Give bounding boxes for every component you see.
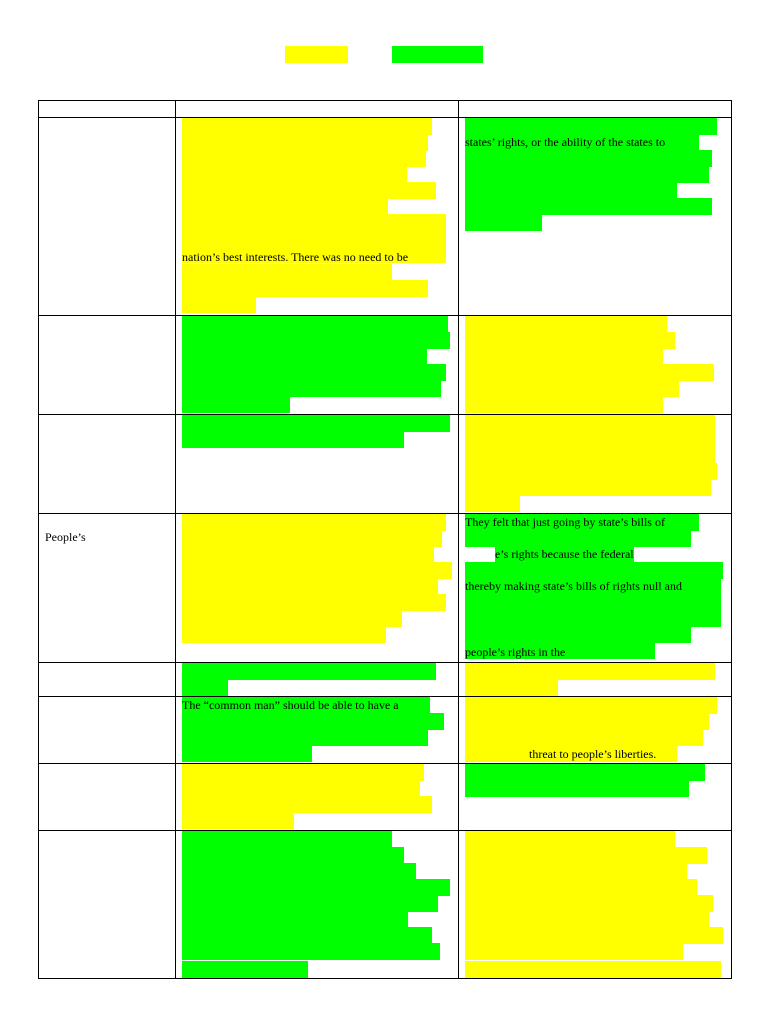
table-cell-col2 — [459, 514, 732, 663]
table-cell-col1 — [176, 697, 459, 764]
table-cell-col1 — [176, 514, 459, 663]
table-cell-col1 — [176, 316, 459, 415]
table-row — [39, 415, 732, 514]
table-cell-col2 — [459, 415, 732, 514]
table-cell-col2 — [459, 118, 732, 316]
header-cell — [459, 101, 732, 118]
table-row — [39, 316, 732, 415]
legend-yellow-swatch — [285, 46, 348, 63]
cell-text: states’ rights, or the ability of the states to — [465, 135, 666, 149]
row-label-cell — [39, 764, 176, 831]
row-label-cell — [39, 316, 176, 415]
row-label-cell — [39, 831, 176, 979]
table-row — [39, 118, 732, 316]
table-row — [39, 831, 732, 979]
table-cell-col2 — [459, 764, 732, 831]
cell-text: e’s rights because the federal — [495, 547, 634, 561]
table-cell-col2 — [459, 663, 732, 697]
legend-green-swatch — [392, 46, 483, 63]
row-label-cell — [39, 415, 176, 514]
cell-text: They felt that just going by state’s bills of — [465, 515, 665, 529]
table-cell-col1 — [176, 415, 459, 514]
header-cell — [176, 101, 459, 118]
cell-text: threat to people’s liberties. — [529, 747, 657, 761]
table-row — [39, 514, 732, 663]
cell-text: nation’s best interests. There was no need to be — [182, 250, 409, 264]
table-cell-col1 — [176, 831, 459, 979]
row-label: People’s — [45, 530, 86, 544]
cell-text: thereby making state’s bills of rights null and — [465, 579, 682, 593]
cell-text: The “common man” should be able to have a — [182, 698, 399, 712]
header-cell — [39, 101, 176, 118]
table-cell-col1 — [176, 764, 459, 831]
row-label-cell — [39, 514, 176, 663]
row-label-cell — [39, 663, 176, 697]
table-cell-col1 — [176, 663, 459, 697]
table-cell-col2 — [459, 697, 732, 764]
table-cell-col2 — [459, 316, 732, 415]
table-cell-col1 — [176, 118, 459, 316]
table-header-row — [39, 101, 732, 118]
comparison-table — [38, 100, 732, 979]
table-row — [39, 697, 732, 764]
row-label-cell — [39, 118, 176, 316]
cell-text: people’s rights in the — [465, 645, 566, 659]
row-label-cell — [39, 697, 176, 764]
table-cell-col2 — [459, 831, 732, 979]
table-row — [39, 663, 732, 697]
table-row — [39, 764, 732, 831]
